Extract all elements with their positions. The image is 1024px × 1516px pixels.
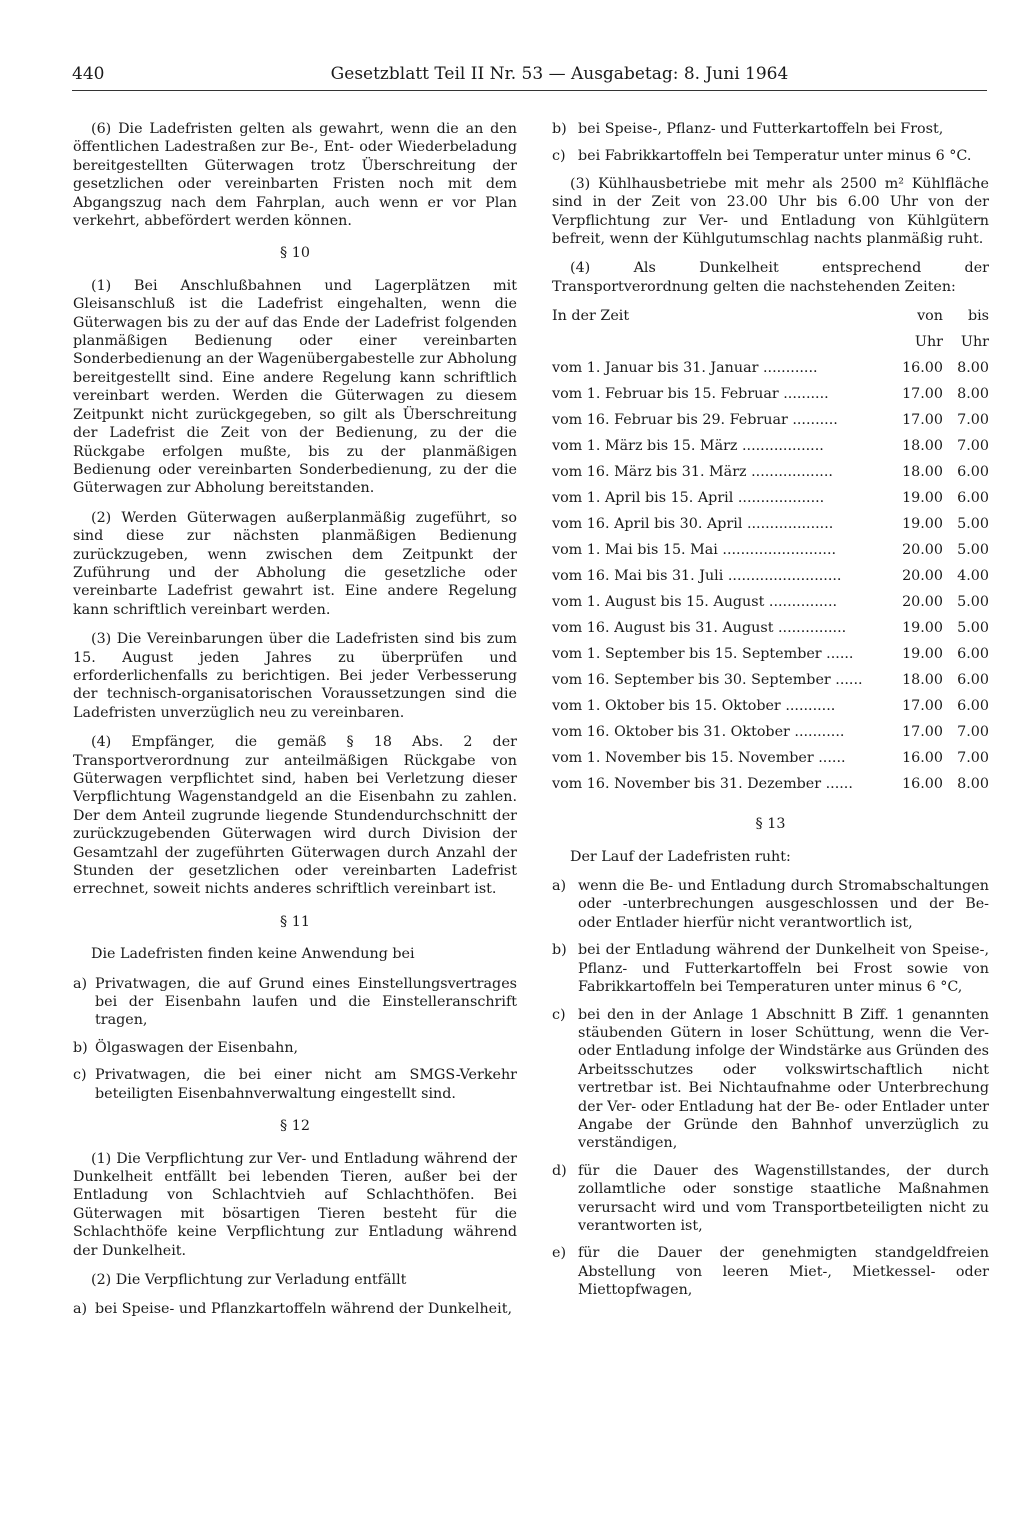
table-row	[552, 489, 989, 515]
table-cell-period: vom 16. November bis 31. Dezember ......	[552, 776, 853, 793]
section-heading: § 13	[755, 816, 786, 833]
list-item	[552, 941, 989, 996]
list-text: bei Speise- und Pflanzkartoffeln während der Dunkelheit,	[95, 1301, 512, 1318]
table-cell-to: 6.00	[957, 698, 989, 715]
table-cell-from: 19.00	[902, 516, 943, 533]
section-heading: § 11	[280, 913, 310, 930]
table-header-unit-from: Uhr	[914, 334, 943, 351]
list-text: bei der Entladung während der Dunkelheit von Speise-, Pflanz- und Futterkartoffeln bei Frost sowie von Fabrikkartoffeln bei Temperaturen unter minus 6 °C,	[578, 942, 989, 996]
table-row	[552, 463, 989, 489]
table-row	[552, 593, 989, 619]
paragraph: (4) Empfänger, die gemäß § 18 Abs. 2 der Transportverordnung zur anteilmäßigen Rückgabe von Güterwagen verpflichtet sind, haben bei Verletzung dieser Verpflichtung Wagenstandgeld an die Eisenbahn zu zahlen. Der dem Anteil zugrunde liegende Stundendurchschnitt der zurückzugebenden Güterwagen wird durch Division der Gesamtzahl der zugeführten Güterwagen durch Anzahl der Stunden der gesetzlichen oder vereinbarten Ladefrist errechnet, soweit nichts anderes schriftlich vereinbart ist.	[73, 734, 517, 898]
table-row	[552, 619, 989, 645]
table-cell-period: vom 16. April bis 30. April ...................	[552, 516, 834, 533]
table-cell-from: 18.00	[902, 672, 943, 689]
paragraph: (3) Die Vereinbarungen über die Ladefristen sind bis zum 15. August jeden Jahres zu überprüfen und erforderlichenfalls zu berichtigen. Bei jeder Verbesserung der technisch-organisatorischen Voraussetzungen sind die Ladefristen unverzüglich neu zu vereinbaren.	[73, 631, 517, 721]
list-label: b)	[552, 942, 567, 959]
table-cell-to: 5.00	[957, 516, 989, 533]
table-row	[552, 385, 989, 411]
list-item	[552, 877, 989, 932]
table-cell-period: vom 1. Januar bis 31. Januar ............	[552, 360, 818, 377]
paragraph: (4) Als Dunkelheit entsprechend der Transportverordnung gelten die nachstehenden Zeiten:	[552, 260, 989, 295]
table-cell-to: 7.00	[957, 412, 989, 429]
list-item	[552, 147, 989, 165]
table-cell-to: 7.00	[957, 438, 989, 455]
paragraph: Der Lauf der Ladefristen ruht:	[570, 848, 791, 865]
list-label: e)	[552, 1245, 567, 1262]
table-header-unit-to: Uhr	[960, 334, 989, 351]
table-cell-to: 5.00	[957, 620, 989, 637]
table-cell-from: 20.00	[902, 594, 943, 611]
left-column	[73, 120, 517, 1328]
right-column	[552, 120, 989, 1309]
paragraph: (1) Die Verpflichtung zur Ver- und Entladung während der Dunkelheit entfällt bei lebenden Tieren, außer bei der Entladung von Schlachtvieh auf Schlachthöfen. Bei Güterwagen mit bösartigen Tieren besteht für die Schlachthöfe keine Verpflichtung zur Entladung während der Dunkelheit.	[73, 1150, 517, 1259]
list-text: bei Speise-, Pflanz- und Futterkartoffeln bei Frost,	[578, 121, 944, 137]
table-cell-period: vom 1. November bis 15. November ......	[552, 750, 846, 767]
darkness-times-table	[552, 307, 989, 801]
table-cell-period: vom 16. März bis 31. März ..................	[552, 464, 833, 481]
list-item	[552, 1006, 989, 1153]
table-row	[552, 541, 989, 567]
table-cell-to: 8.00	[957, 386, 989, 403]
table-cell-to: 7.00	[957, 724, 989, 741]
section-heading: § 10	[280, 245, 310, 262]
table-cell-from: 17.00	[902, 412, 943, 429]
table-header-period: In der Zeit	[552, 308, 630, 325]
table-cell-from: 17.00	[902, 386, 943, 403]
table-row	[552, 645, 989, 671]
table-cell-to: 5.00	[957, 542, 989, 559]
list-item	[552, 120, 989, 138]
table-cell-period: vom 1. August bis 15. August ...............	[552, 594, 838, 611]
table-cell-from: 16.00	[902, 360, 943, 377]
table-row	[552, 697, 989, 723]
table-row	[552, 723, 989, 749]
table-row	[552, 749, 989, 775]
table-cell-from: 20.00	[902, 568, 943, 585]
table-cell-period: vom 16. August bis 31. August ...............	[552, 620, 847, 637]
list-item	[552, 1162, 989, 1236]
table-cell-period: vom 1. September bis 15. September ......	[552, 646, 854, 663]
table-header-from: von	[917, 308, 943, 325]
table-cell-period: vom 1. März bis 15. März ..................	[552, 438, 824, 455]
table-cell-from: 19.00	[902, 646, 943, 663]
table-row	[552, 515, 989, 541]
table-cell-period: vom 1. Mai bis 15. Mai .........................	[552, 542, 837, 559]
table-cell-from: 17.00	[902, 698, 943, 715]
table-cell-from: 18.00	[902, 438, 943, 455]
table-cell-to: 6.00	[957, 646, 989, 663]
section-heading: § 12	[280, 1118, 310, 1135]
list-label: a)	[73, 1301, 88, 1318]
list-item	[73, 1039, 517, 1057]
running-title: Gesetzblatt Teil II Nr. 53 — Ausgabetag: 8. Juni 1964	[330, 64, 789, 84]
list-item	[73, 1066, 517, 1103]
table-cell-to: 5.00	[957, 594, 989, 611]
table-row	[552, 411, 989, 437]
table-row	[552, 775, 989, 801]
table-cell-to: 6.00	[957, 672, 989, 689]
list-text: Ölgaswagen der Eisenbahn,	[95, 1039, 299, 1056]
table-row	[552, 567, 989, 593]
list-text: Privatwagen, die auf Grund eines Einstellungsvertrages bei der Eisenbahn laufen und die Einstelleranschrift tragen,	[95, 975, 517, 1029]
list-item	[552, 1244, 989, 1299]
list-label: a)	[73, 975, 88, 992]
table-cell-from: 19.00	[902, 490, 943, 507]
list-item	[73, 1300, 517, 1318]
table-cell-from: 16.00	[902, 776, 943, 793]
list-text: bei den in der Anlage 1 Abschnitt B Ziff. 1 genannten stäubenden Gütern in loser Schüttung, wenn die Ver- oder Entladung infolge der Windstärke aus Gründen des Arbeitsschutzes oder volkswirtschaftlich nicht vertretbar ist. Bei Nichtaufnahme oder Unterbrechung der Ver- oder Entladung hat der Be- oder Entlader unter Angabe der Gründe den Bahnhof unverzüglich zu verständigen,	[578, 1006, 989, 1152]
table-cell-to: 6.00	[957, 464, 989, 481]
table-cell-period: vom 1. April bis 15. April ...................	[552, 490, 825, 507]
paragraph: (2) Werden Güterwagen außerplanmäßig zugeführt, so sind diese zur nächsten planmäßigen Bedienung zurückzugeben, wenn zwischen dem Zeitpunkt der Zuführung und der Abholung die gesetzliche oder vereinbarte Ladefrist gewahrt ist. Eine andere Regelung kann schriftlich vereinbart werden.	[73, 509, 517, 618]
table-cell-period: vom 1. Oktober bis 15. Oktober ...........	[552, 698, 836, 715]
paragraph: Die Ladefristen finden keine Anwendung bei	[91, 946, 415, 963]
list-label: c)	[73, 1067, 87, 1084]
paragraph: (1) Bei Anschlußbahnen und Lagerplätzen mit Gleisanschluß ist die Ladefrist eingehalten, wenn die Güterwagen bis zu der auf das Ende der Ladefrist folgenden planmäßigen Bedienung oder einer vereinbarten Sonderbedienung an der Wagenübergabestelle zur Abholung bereitgestellt sind. Eine andere Regelung kann schriftlich vereinbart werden. Werden die Güterwagen zu diesem Zeitpunkt nicht zurückgegeben, so gilt als Überschreitung der Ladefrist die Zeit von der Bedienung, zu der die Rückgabe erfolgen mußte, bis zu der planmäßigen Bedienung oder vereinbarten Sonderbedienung, zu der die Güterwagen zur Abholung bereitstanden.	[73, 277, 517, 497]
table-cell-to: 4.00	[957, 568, 989, 585]
table-cell-period: vom 16. Februar bis 29. Februar ..........	[552, 412, 838, 429]
table-cell-to: 8.00	[957, 776, 989, 793]
table-row	[552, 671, 989, 697]
table-cell-from: 18.00	[902, 464, 943, 481]
list-text: bei Fabrikkartoffeln bei Temperatur unter minus 6 °C.	[578, 148, 972, 165]
table-header-to: bis	[967, 308, 989, 325]
list-text: für die Dauer des Wagenstillstandes, der durch zollamtliche oder sonstige staatliche Maßnahmen verursacht wird und vom Transportbeteiligten nicht zu verantworten ist,	[578, 1162, 989, 1234]
list-text: wenn die Be- und Entladung durch Stromabschaltungen oder -unterbrechungen ausgeschlossen und der Be- oder Entlader hierfür nicht verantwortlich ist,	[578, 878, 989, 931]
list-label: c)	[552, 148, 566, 165]
table-cell-period: vom 16. Oktober bis 31. Oktober ...........	[552, 724, 845, 741]
list-label: d)	[552, 1162, 567, 1179]
list-label: c)	[552, 1006, 566, 1023]
list-text: Privatwagen, die bei einer nicht am SMGS-Verkehr beteiligten Eisenbahnverwaltung eingestellt sind.	[95, 1067, 517, 1102]
list-item	[73, 975, 517, 1030]
paragraph: (3) Kühlhausbetriebe mit mehr als 2500 m² Kühlfläche sind in der Zeit von 23.00 Uhr bis 6.00 Uhr von der Verpflichtung zur Ver- und Entladung von Kühlgütern befreit, wenn der Kühlgutumschlag nachts planmäßig ruht.	[552, 175, 989, 248]
paragraph: (2) Die Verpflichtung zur Verladung entfällt	[91, 1271, 407, 1288]
table-cell-from: 17.00	[902, 724, 943, 741]
list-label: b)	[73, 1039, 88, 1056]
page-header	[72, 60, 987, 91]
table-row	[552, 359, 989, 385]
table-cell-from: 19.00	[902, 620, 943, 637]
table-cell-period: vom 16. September bis 30. September ......	[552, 672, 863, 689]
table-cell-period: vom 16. Mai bis 31. Juli .........................	[552, 568, 842, 585]
list-label: b)	[552, 121, 567, 137]
table-cell-to: 8.00	[957, 360, 989, 377]
table-cell-to: 7.00	[957, 750, 989, 767]
list-label: a)	[552, 878, 567, 895]
table-cell-from: 16.00	[902, 750, 943, 767]
list-text: für die Dauer der genehmigten standgeldfreien Abstellung von leeren Miet-, Mietkessel- oder Miettopfwagen,	[578, 1245, 989, 1299]
table-cell-period: vom 1. Februar bis 15. Februar ..........	[552, 386, 829, 403]
table-row	[552, 437, 989, 463]
table-header-row	[552, 307, 989, 333]
table-header-units-row	[552, 333, 989, 359]
table-cell-from: 20.00	[902, 542, 943, 559]
table-cell-to: 6.00	[957, 490, 989, 507]
paragraph: (6) Die Ladefristen gelten als gewahrt, wenn die an den öffentlichen Ladestraßen zur Be-, Ent- oder Wiederbeladung bereitgestellten Güterwagen trotz Überschreitung der gesetzlichen oder vereinbarten Fristen noch mit dem Abgangszug nach dem Fahrplan, auch wenn er vor Plan verkehrt, abbefördert werden können.	[73, 121, 517, 230]
page-number: 440	[72, 64, 105, 84]
